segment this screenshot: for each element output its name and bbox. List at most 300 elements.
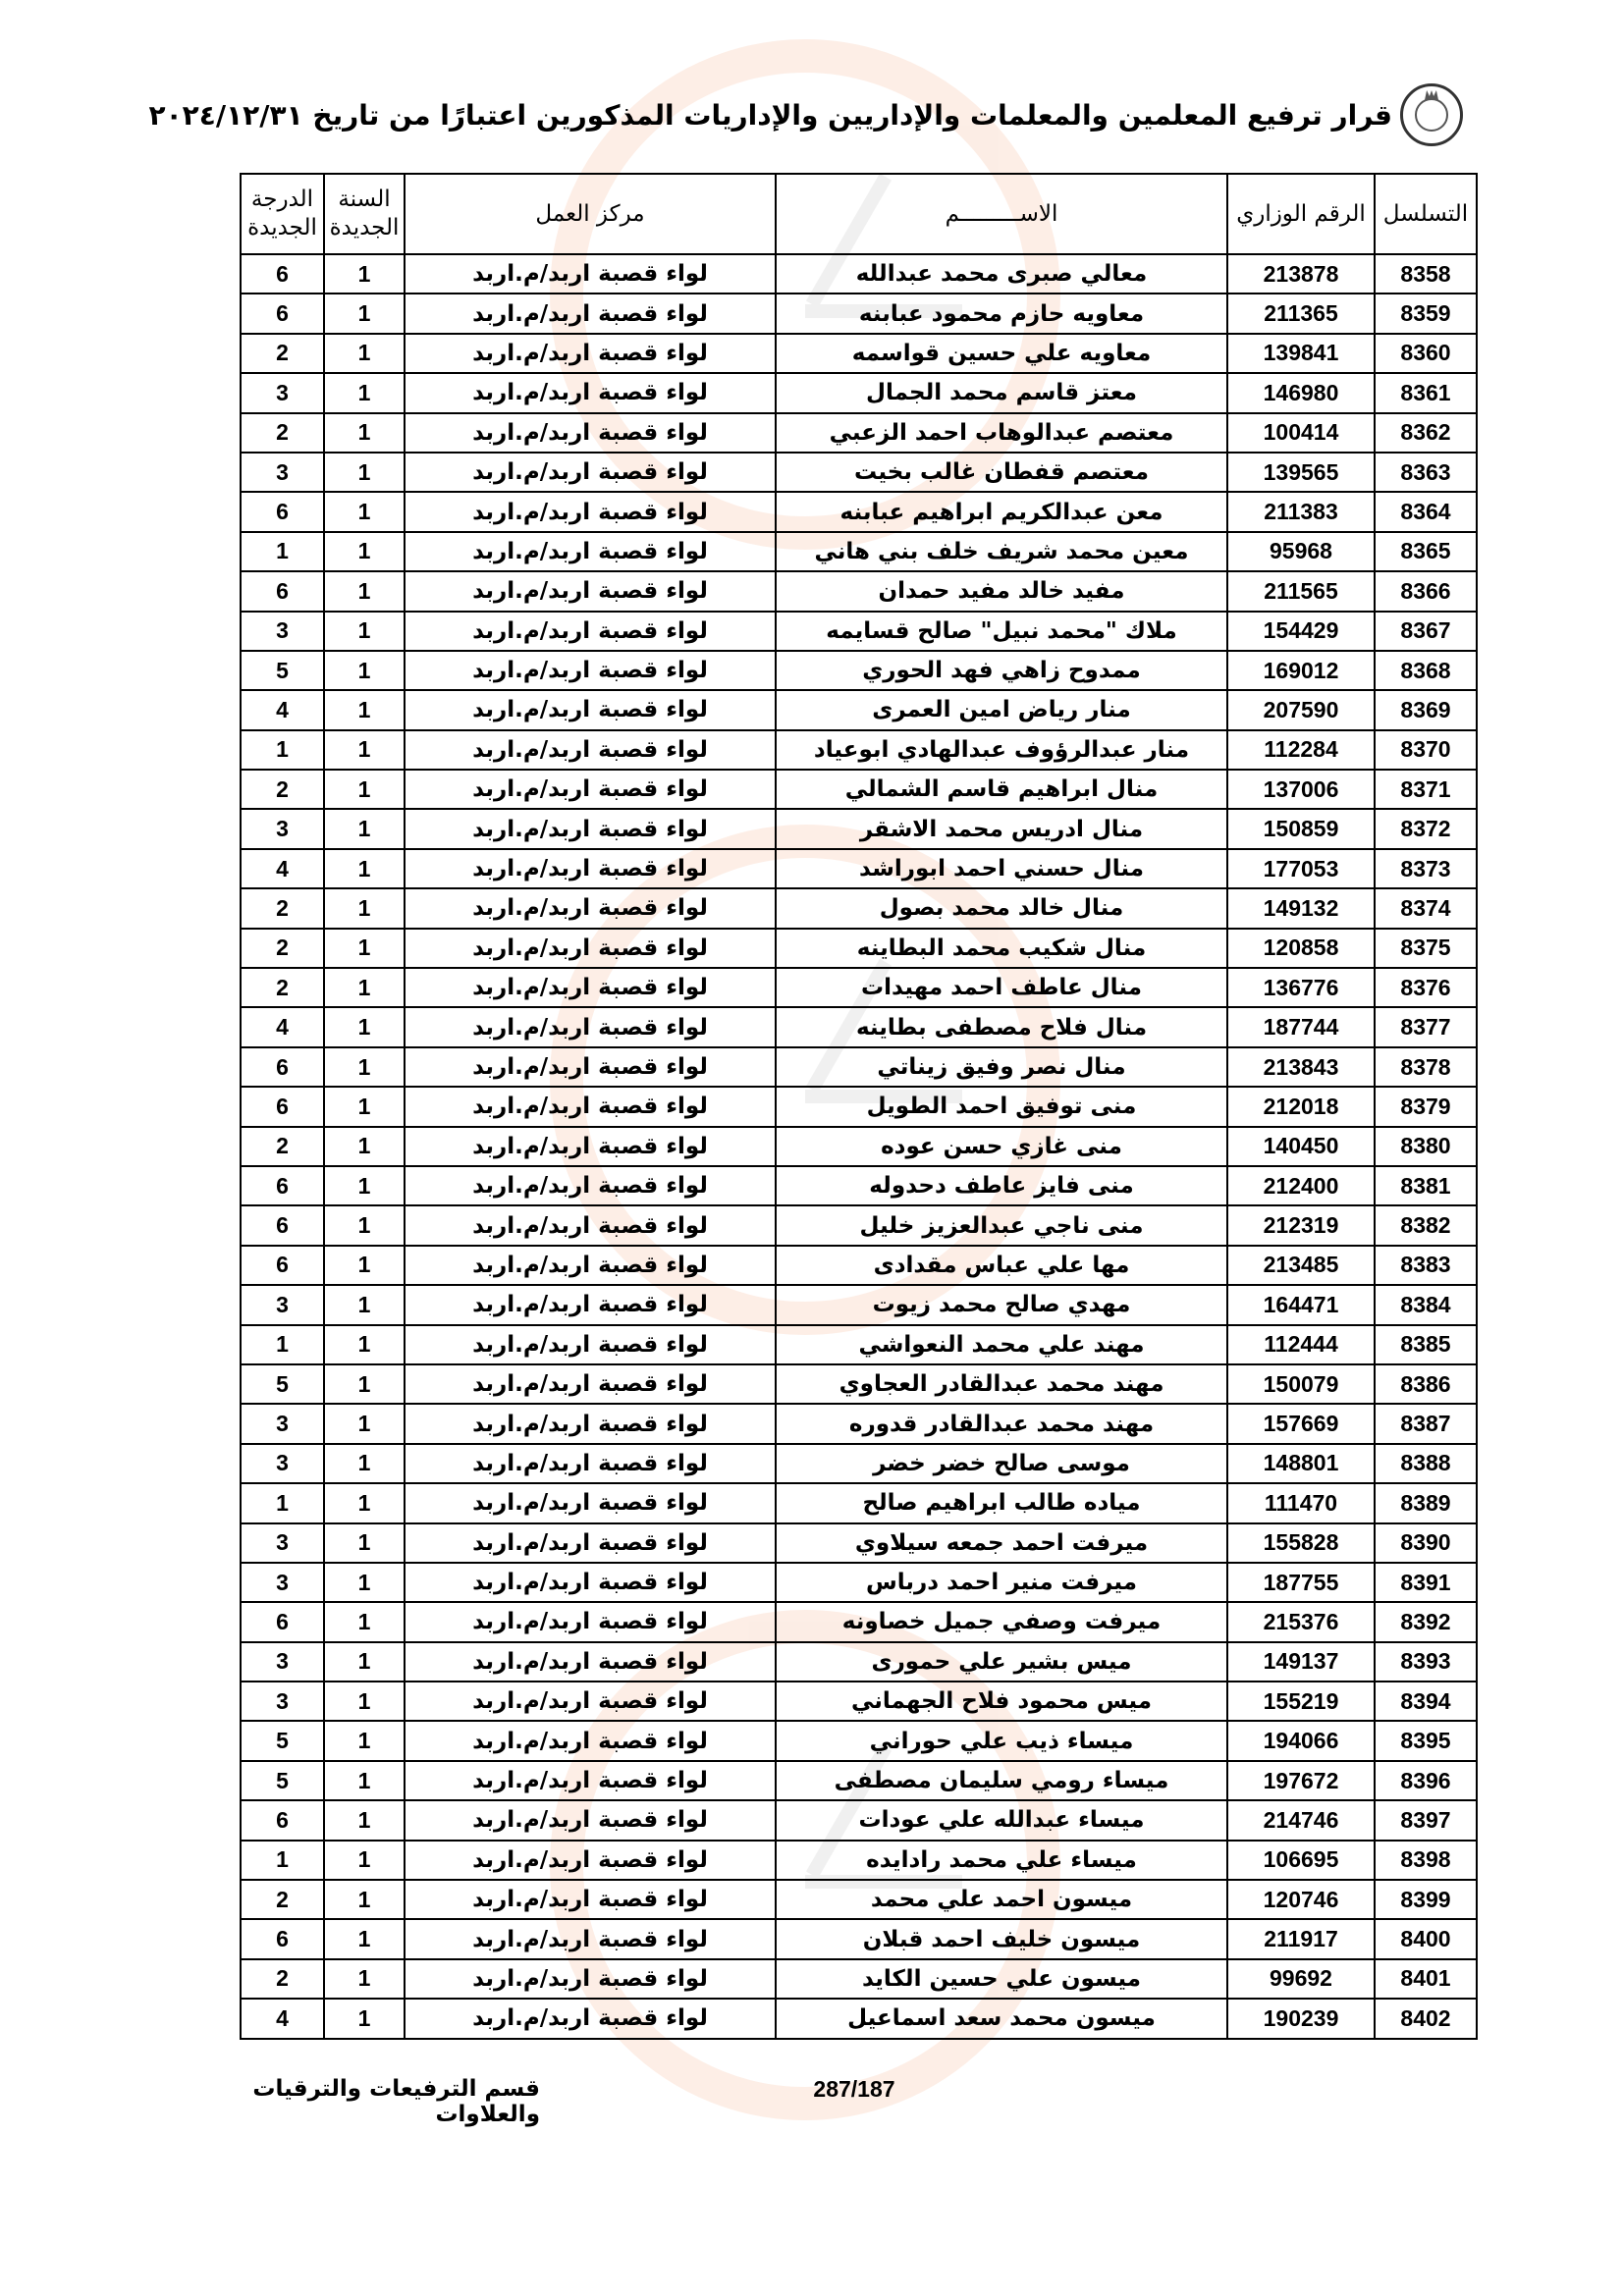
new-grade-cell: 4 (241, 690, 324, 729)
serial-cell: 8391 (1375, 1563, 1477, 1602)
ministry-no-cell: 211383 (1227, 492, 1375, 531)
table-row (241, 888, 1477, 928)
new-year-cell: 1 (324, 571, 405, 611)
ministry-no-cell: 139841 (1227, 334, 1375, 373)
ministry-no-cell: 197672 (1227, 1761, 1375, 1800)
work-center-cell: لواء قصبة اربد/م.اربد (405, 1761, 776, 1800)
work-center-cell: لواء قصبة اربد/م.اربد (405, 1959, 776, 1999)
table-row (241, 1602, 1477, 1641)
work-center-cell: لواء قصبة اربد/م.اربد (405, 690, 776, 729)
work-center-cell: لواء قصبة اربد/م.اربد (405, 968, 776, 1007)
table-row (241, 453, 1477, 492)
work-center-cell: لواء قصبة اربد/م.اربد (405, 1563, 776, 1602)
new-grade-cell: 2 (241, 334, 324, 373)
new-year-cell: 1 (324, 730, 405, 770)
new-year-cell: 1 (324, 968, 405, 1007)
name-cell: منى ناجي عبدالعزيز خليل (776, 1205, 1227, 1245)
new-grade-cell: 2 (241, 929, 324, 968)
new-grade-cell: 5 (241, 1761, 324, 1800)
ministry-no-cell: 136776 (1227, 968, 1375, 1007)
new-year-cell: 1 (324, 1364, 405, 1404)
work-center-cell: لواء قصبة اربد/م.اربد (405, 1919, 776, 1958)
ministry-no-cell: 211917 (1227, 1919, 1375, 1958)
new-year-cell: 1 (324, 1919, 405, 1958)
ministry-no-cell: 212018 (1227, 1087, 1375, 1126)
ministry-no-cell: 146980 (1227, 373, 1375, 412)
serial-cell: 8383 (1375, 1246, 1477, 1285)
new-grade-cell: 1 (241, 1483, 324, 1522)
new-grade-cell: 6 (241, 571, 324, 611)
new-grade-cell: 3 (241, 1682, 324, 1721)
table-row (241, 1444, 1477, 1483)
name-cell: منى فايز عاطف دحدوله (776, 1166, 1227, 1205)
work-center-cell: لواء قصبة اربد/م.اربد (405, 651, 776, 690)
col-header-name: الاســـــــــم (776, 174, 1227, 254)
new-grade-cell: 6 (241, 492, 324, 531)
ministry-no-cell: 194066 (1227, 1721, 1375, 1760)
ministry-no-cell: 177053 (1227, 849, 1375, 888)
new-year-cell: 1 (324, 612, 405, 651)
table-row (241, 1205, 1477, 1245)
table-row (241, 1642, 1477, 1682)
new-grade-cell: 2 (241, 1880, 324, 1919)
name-cell: مهند محمد عبدالقادر قدوره (776, 1404, 1227, 1443)
serial-cell: 8384 (1375, 1285, 1477, 1324)
table-row (241, 968, 1477, 1007)
work-center-cell: لواء قصبة اربد/م.اربد (405, 413, 776, 453)
table-row (241, 1007, 1477, 1046)
table-row (241, 809, 1477, 848)
name-cell: معاويه علي حسين قواسمه (776, 334, 1227, 373)
name-cell: مفيد خالد مفيد حمدان (776, 571, 1227, 611)
serial-cell: 8360 (1375, 334, 1477, 373)
new-grade-cell: 6 (241, 1246, 324, 1285)
table-row (241, 1999, 1477, 2038)
new-year-cell: 1 (324, 1563, 405, 1602)
name-cell: معاويه حازم محمود عبابنه (776, 294, 1227, 333)
table-row (241, 770, 1477, 809)
new-year-cell: 1 (324, 1404, 405, 1443)
table-row (241, 1682, 1477, 1721)
ministry-no-cell: 112284 (1227, 730, 1375, 770)
name-cell: مياده طالب ابراهيم صالح (776, 1483, 1227, 1522)
new-grade-cell: 2 (241, 1127, 324, 1166)
work-center-cell: لواء قصبة اربد/م.اربد (405, 1880, 776, 1919)
work-center-cell: لواء قصبة اربد/م.اربد (405, 373, 776, 412)
new-year-cell: 1 (324, 1800, 405, 1840)
new-year-cell: 1 (324, 1999, 405, 2038)
name-cell: منال فلاح مصطفى بطاينه (776, 1007, 1227, 1046)
table-row (241, 849, 1477, 888)
work-center-cell: لواء قصبة اربد/م.اربد (405, 1364, 776, 1404)
new-grade-cell: 5 (241, 1721, 324, 1760)
new-grade-cell: 3 (241, 453, 324, 492)
new-year-cell: 1 (324, 492, 405, 531)
new-grade-cell: 2 (241, 888, 324, 928)
name-cell: ميرفت احمد جمعه سيلاوي (776, 1523, 1227, 1563)
serial-cell: 8367 (1375, 612, 1477, 651)
new-year-cell: 1 (324, 1047, 405, 1087)
ministry-no-cell: 211565 (1227, 571, 1375, 611)
new-grade-cell: 6 (241, 1800, 324, 1840)
serial-cell: 8379 (1375, 1087, 1477, 1126)
ministry-no-cell: 148801 (1227, 1444, 1375, 1483)
new-grade-cell: 1 (241, 730, 324, 770)
col-header-serial: التسلسل (1375, 174, 1477, 254)
work-center-cell: لواء قصبة اربد/م.اربد (405, 453, 776, 492)
new-grade-cell: 1 (241, 532, 324, 571)
document-title: قرار ترفيع المعلمين والمعلمات والإداريين والإداريات المذكورين اعتبارًا من تاريخ ٢٠٢٤/١٢/٣١ (148, 98, 1392, 132)
promotion-table (240, 173, 1478, 2040)
serial-cell: 8372 (1375, 809, 1477, 848)
name-cell: مها علي عباس مقدادى (776, 1246, 1227, 1285)
new-grade-cell: 6 (241, 1166, 324, 1205)
name-cell: ميساء عبدالله علي عودات (776, 1800, 1227, 1840)
new-year-cell: 1 (324, 254, 405, 294)
serial-cell: 8380 (1375, 1127, 1477, 1166)
table-row (241, 1483, 1477, 1522)
new-year-cell: 1 (324, 1087, 405, 1126)
new-year-cell: 1 (324, 532, 405, 571)
new-grade-cell: 3 (241, 1523, 324, 1563)
work-center-cell: لواء قصبة اربد/م.اربد (405, 1166, 776, 1205)
serial-cell: 8385 (1375, 1325, 1477, 1364)
new-year-cell: 1 (324, 770, 405, 809)
serial-cell: 8389 (1375, 1483, 1477, 1522)
work-center-cell: لواء قصبة اربد/م.اربد (405, 1047, 776, 1087)
work-center-cell: لواء قصبة اربد/م.اربد (405, 1007, 776, 1046)
table-body (241, 254, 1477, 2039)
serial-cell: 8382 (1375, 1205, 1477, 1245)
new-grade-cell: 3 (241, 1404, 324, 1443)
new-grade-cell: 3 (241, 1642, 324, 1682)
ministry-no-cell: 100414 (1227, 413, 1375, 453)
serial-cell: 8395 (1375, 1721, 1477, 1760)
new-year-cell: 1 (324, 1523, 405, 1563)
ministry-no-cell: 150859 (1227, 809, 1375, 848)
name-cell: منى توفيق احمد الطويل (776, 1087, 1227, 1126)
name-cell: ميسون احمد علي محمد (776, 1880, 1227, 1919)
serial-cell: 8402 (1375, 1999, 1477, 2038)
serial-cell: 8394 (1375, 1682, 1477, 1721)
page-number: 287/187 (813, 2076, 895, 2102)
new-grade-cell: 6 (241, 1205, 324, 1245)
name-cell: منال عاطف احمد مهيدات (776, 968, 1227, 1007)
name-cell: منى غازي حسن عوده (776, 1127, 1227, 1166)
new-grade-cell: 6 (241, 294, 324, 333)
new-year-cell: 1 (324, 1325, 405, 1364)
work-center-cell: لواء قصبة اربد/م.اربد (405, 1523, 776, 1563)
ministry-no-cell: 212400 (1227, 1166, 1375, 1205)
new-year-cell: 1 (324, 1880, 405, 1919)
serial-cell: 8369 (1375, 690, 1477, 729)
serial-cell: 8364 (1375, 492, 1477, 531)
ministry-no-cell: 95968 (1227, 532, 1375, 571)
ministry-no-cell: 164471 (1227, 1285, 1375, 1324)
serial-cell: 8365 (1375, 532, 1477, 571)
name-cell: معتز قاسم محمد الجمال (776, 373, 1227, 412)
work-center-cell: لواء قصبة اربد/م.اربد (405, 492, 776, 531)
table-row (241, 1364, 1477, 1404)
table-header-row (241, 174, 1477, 254)
name-cell: ميس بشير علي حمورى (776, 1642, 1227, 1682)
serial-cell: 8392 (1375, 1602, 1477, 1641)
new-year-cell: 1 (324, 1841, 405, 1880)
name-cell: منال نصر وفيق زيناتي (776, 1047, 1227, 1087)
table-row (241, 1721, 1477, 1760)
name-cell: ممدوح زاهي فهد الحوري (776, 651, 1227, 690)
new-year-cell: 1 (324, 1444, 405, 1483)
name-cell: منال خالد محمد بصول (776, 888, 1227, 928)
name-cell: معتصم عبدالوهاب احمد الزعبي (776, 413, 1227, 453)
table-row (241, 1523, 1477, 1563)
name-cell: مهند علي محمد النعواشي (776, 1325, 1227, 1364)
work-center-cell: لواء قصبة اربد/م.اربد (405, 1800, 776, 1840)
new-year-cell: 1 (324, 1127, 405, 1166)
ministry-no-cell: 155828 (1227, 1523, 1375, 1563)
work-center-cell: لواء قصبة اربد/م.اربد (405, 1285, 776, 1324)
ministry-emblem-icon (1400, 83, 1463, 146)
work-center-cell: لواء قصبة اربد/م.اربد (405, 1483, 776, 1522)
new-year-cell: 1 (324, 294, 405, 333)
table-row (241, 1127, 1477, 1166)
table-row (241, 1959, 1477, 1999)
ministry-no-cell: 149137 (1227, 1642, 1375, 1682)
table-row (241, 1246, 1477, 1285)
serial-cell: 8396 (1375, 1761, 1477, 1800)
work-center-cell: لواء قصبة اربد/م.اربد (405, 612, 776, 651)
work-center-cell: لواء قصبة اربد/م.اربد (405, 1642, 776, 1682)
work-center-cell: لواء قصبة اربد/م.اربد (405, 334, 776, 373)
work-center-cell: لواء قصبة اربد/م.اربد (405, 1999, 776, 2038)
ministry-no-cell: 137006 (1227, 770, 1375, 809)
name-cell: ميساء علي محمد رادايده (776, 1841, 1227, 1880)
new-grade-cell: 2 (241, 1959, 324, 1999)
table-row (241, 492, 1477, 531)
ministry-no-cell: 213843 (1227, 1047, 1375, 1087)
work-center-cell: لواء قصبة اربد/م.اربد (405, 1205, 776, 1245)
table-row (241, 1087, 1477, 1126)
new-grade-cell: 2 (241, 413, 324, 453)
new-year-cell: 1 (324, 1642, 405, 1682)
table-row (241, 1047, 1477, 1087)
ministry-no-cell: 120746 (1227, 1880, 1375, 1919)
work-center-cell: لواء قصبة اربد/م.اربد (405, 571, 776, 611)
ministry-no-cell: 207590 (1227, 690, 1375, 729)
ministry-no-cell: 190239 (1227, 1999, 1375, 2038)
serial-cell: 8358 (1375, 254, 1477, 294)
table-row (241, 1166, 1477, 1205)
table-row (241, 1761, 1477, 1800)
serial-cell: 8375 (1375, 929, 1477, 968)
col-header-ministry-no: الرقم الوزاري (1227, 174, 1375, 254)
table-row (241, 1919, 1477, 1958)
ministry-no-cell: 187755 (1227, 1563, 1375, 1602)
serial-cell: 8401 (1375, 1959, 1477, 1999)
table-row (241, 1563, 1477, 1602)
new-year-cell: 1 (324, 929, 405, 968)
table-row (241, 730, 1477, 770)
new-grade-cell: 3 (241, 1563, 324, 1602)
work-center-cell: لواء قصبة اربد/م.اربد (405, 1602, 776, 1641)
serial-cell: 8378 (1375, 1047, 1477, 1087)
department-name: قسم الترفيعات والترقيات والعلاوات (252, 2076, 540, 2127)
new-grade-cell: 6 (241, 1919, 324, 1958)
name-cell: مهدي صالح محمد زيوت (776, 1285, 1227, 1324)
new-grade-cell: 4 (241, 1007, 324, 1046)
new-grade-cell: 2 (241, 770, 324, 809)
serial-cell: 8376 (1375, 968, 1477, 1007)
table-row (241, 651, 1477, 690)
name-cell: معن عبدالكريم ابراهيم عبابنه (776, 492, 1227, 531)
table-row (241, 532, 1477, 571)
ministry-no-cell: 211365 (1227, 294, 1375, 333)
table-row (241, 373, 1477, 412)
ministry-no-cell: 157669 (1227, 1404, 1375, 1443)
name-cell: ميس محمود فلاح الجهماني (776, 1682, 1227, 1721)
work-center-cell: لواء قصبة اربد/م.اربد (405, 929, 776, 968)
serial-cell: 8390 (1375, 1523, 1477, 1563)
name-cell: ميرفت وصفي جميل خصاونه (776, 1602, 1227, 1641)
document-header (148, 80, 1463, 149)
new-grade-cell: 6 (241, 1602, 324, 1641)
ministry-no-cell: 99692 (1227, 1959, 1375, 1999)
work-center-cell: لواء قصبة اربد/م.اربد (405, 730, 776, 770)
new-grade-cell: 2 (241, 968, 324, 1007)
table-row (241, 334, 1477, 373)
name-cell: منال ادريس محمد الاشقر (776, 809, 1227, 848)
new-grade-cell: 3 (241, 373, 324, 412)
new-year-cell: 1 (324, 1483, 405, 1522)
name-cell: ميسون محمد سعد اسماعيل (776, 1999, 1227, 2038)
new-grade-cell: 3 (241, 1285, 324, 1324)
ministry-no-cell: 150079 (1227, 1364, 1375, 1404)
new-year-cell: 1 (324, 413, 405, 453)
work-center-cell: لواء قصبة اربد/م.اربد (405, 1127, 776, 1166)
serial-cell: 8381 (1375, 1166, 1477, 1205)
work-center-cell: لواء قصبة اربد/م.اربد (405, 1087, 776, 1126)
name-cell: ميساء ذيب علي حوراني (776, 1721, 1227, 1760)
name-cell: معتصم قفطان غالب بخيت (776, 453, 1227, 492)
ministry-no-cell: 213485 (1227, 1246, 1375, 1285)
new-grade-cell: 5 (241, 1364, 324, 1404)
new-grade-cell: 6 (241, 254, 324, 294)
serial-cell: 8397 (1375, 1800, 1477, 1840)
work-center-cell: لواء قصبة اربد/م.اربد (405, 1246, 776, 1285)
table-row (241, 1325, 1477, 1364)
serial-cell: 8363 (1375, 453, 1477, 492)
new-grade-cell: 6 (241, 1047, 324, 1087)
new-year-cell: 1 (324, 1682, 405, 1721)
new-year-cell: 1 (324, 1959, 405, 1999)
new-grade-cell: 4 (241, 849, 324, 888)
name-cell: منال ابراهيم قاسم الشمالي (776, 770, 1227, 809)
new-grade-cell: 3 (241, 612, 324, 651)
serial-cell: 8371 (1375, 770, 1477, 809)
ministry-no-cell: 140450 (1227, 1127, 1375, 1166)
ministry-no-cell: 106695 (1227, 1841, 1375, 1880)
name-cell: منال شكيب محمد البطاينه (776, 929, 1227, 968)
work-center-cell: لواء قصبة اربد/م.اربد (405, 1404, 776, 1443)
new-year-cell: 1 (324, 453, 405, 492)
serial-cell: 8359 (1375, 294, 1477, 333)
serial-cell: 8377 (1375, 1007, 1477, 1046)
new-year-cell: 1 (324, 1166, 405, 1205)
ministry-no-cell: 111470 (1227, 1483, 1375, 1522)
new-grade-cell: 6 (241, 1087, 324, 1126)
serial-cell: 8368 (1375, 651, 1477, 690)
new-year-cell: 1 (324, 1205, 405, 1245)
table-row (241, 571, 1477, 611)
new-year-cell: 1 (324, 690, 405, 729)
new-year-cell: 1 (324, 1721, 405, 1760)
new-year-cell: 1 (324, 1761, 405, 1800)
table-row (241, 413, 1477, 453)
new-year-cell: 1 (324, 1285, 405, 1324)
name-cell: ميسون خليف احمد قبلان (776, 1919, 1227, 1958)
table-row (241, 1841, 1477, 1880)
name-cell: ميرفت منير احمد درباس (776, 1563, 1227, 1602)
work-center-cell: لواء قصبة اربد/م.اربد (405, 770, 776, 809)
name-cell: منار عبدالرؤوف عبدالهادي ابوعياد (776, 730, 1227, 770)
col-header-new-grade: الدرجة الجديدة (241, 174, 324, 254)
new-grade-cell: 1 (241, 1325, 324, 1364)
work-center-cell: لواء قصبة اربد/م.اربد (405, 1325, 776, 1364)
ministry-no-cell: 187744 (1227, 1007, 1375, 1046)
ministry-no-cell: 154429 (1227, 612, 1375, 651)
work-center-cell: لواء قصبة اربد/م.اربد (405, 1721, 776, 1760)
serial-cell: 8373 (1375, 849, 1477, 888)
name-cell: ميساء رومي سليمان مصطفى (776, 1761, 1227, 1800)
serial-cell: 8386 (1375, 1364, 1477, 1404)
serial-cell: 8370 (1375, 730, 1477, 770)
table-row (241, 1880, 1477, 1919)
new-year-cell: 1 (324, 373, 405, 412)
ministry-no-cell: 169012 (1227, 651, 1375, 690)
ministry-no-cell: 212319 (1227, 1205, 1375, 1245)
serial-cell: 8387 (1375, 1404, 1477, 1443)
work-center-cell: لواء قصبة اربد/م.اربد (405, 532, 776, 571)
serial-cell: 8399 (1375, 1880, 1477, 1919)
work-center-cell: لواء قصبة اربد/م.اربد (405, 849, 776, 888)
serial-cell: 8361 (1375, 373, 1477, 412)
col-header-new-year: السنة الجديدة (324, 174, 405, 254)
name-cell: منار رياض امين العمرى (776, 690, 1227, 729)
new-year-cell: 1 (324, 1602, 405, 1641)
name-cell: موسى صالح خضر خضر (776, 1444, 1227, 1483)
new-year-cell: 1 (324, 334, 405, 373)
ministry-no-cell: 155219 (1227, 1682, 1375, 1721)
work-center-cell: لواء قصبة اربد/م.اربد (405, 1841, 776, 1880)
new-grade-cell: 3 (241, 1444, 324, 1483)
serial-cell: 8400 (1375, 1919, 1477, 1958)
ministry-no-cell: 112444 (1227, 1325, 1375, 1364)
table-row (241, 294, 1477, 333)
serial-cell: 8388 (1375, 1444, 1477, 1483)
table-row (241, 1800, 1477, 1840)
new-year-cell: 1 (324, 1246, 405, 1285)
name-cell: ملاك "محمد نبيل" صالح قسايمه (776, 612, 1227, 651)
ministry-no-cell: 213878 (1227, 254, 1375, 294)
table-row (241, 1404, 1477, 1443)
new-year-cell: 1 (324, 809, 405, 848)
name-cell: منال حسني احمد ابوراشد (776, 849, 1227, 888)
work-center-cell: لواء قصبة اربد/م.اربد (405, 1444, 776, 1483)
serial-cell: 8374 (1375, 888, 1477, 928)
table-row (241, 612, 1477, 651)
new-year-cell: 1 (324, 849, 405, 888)
new-grade-cell: 4 (241, 1999, 324, 2038)
